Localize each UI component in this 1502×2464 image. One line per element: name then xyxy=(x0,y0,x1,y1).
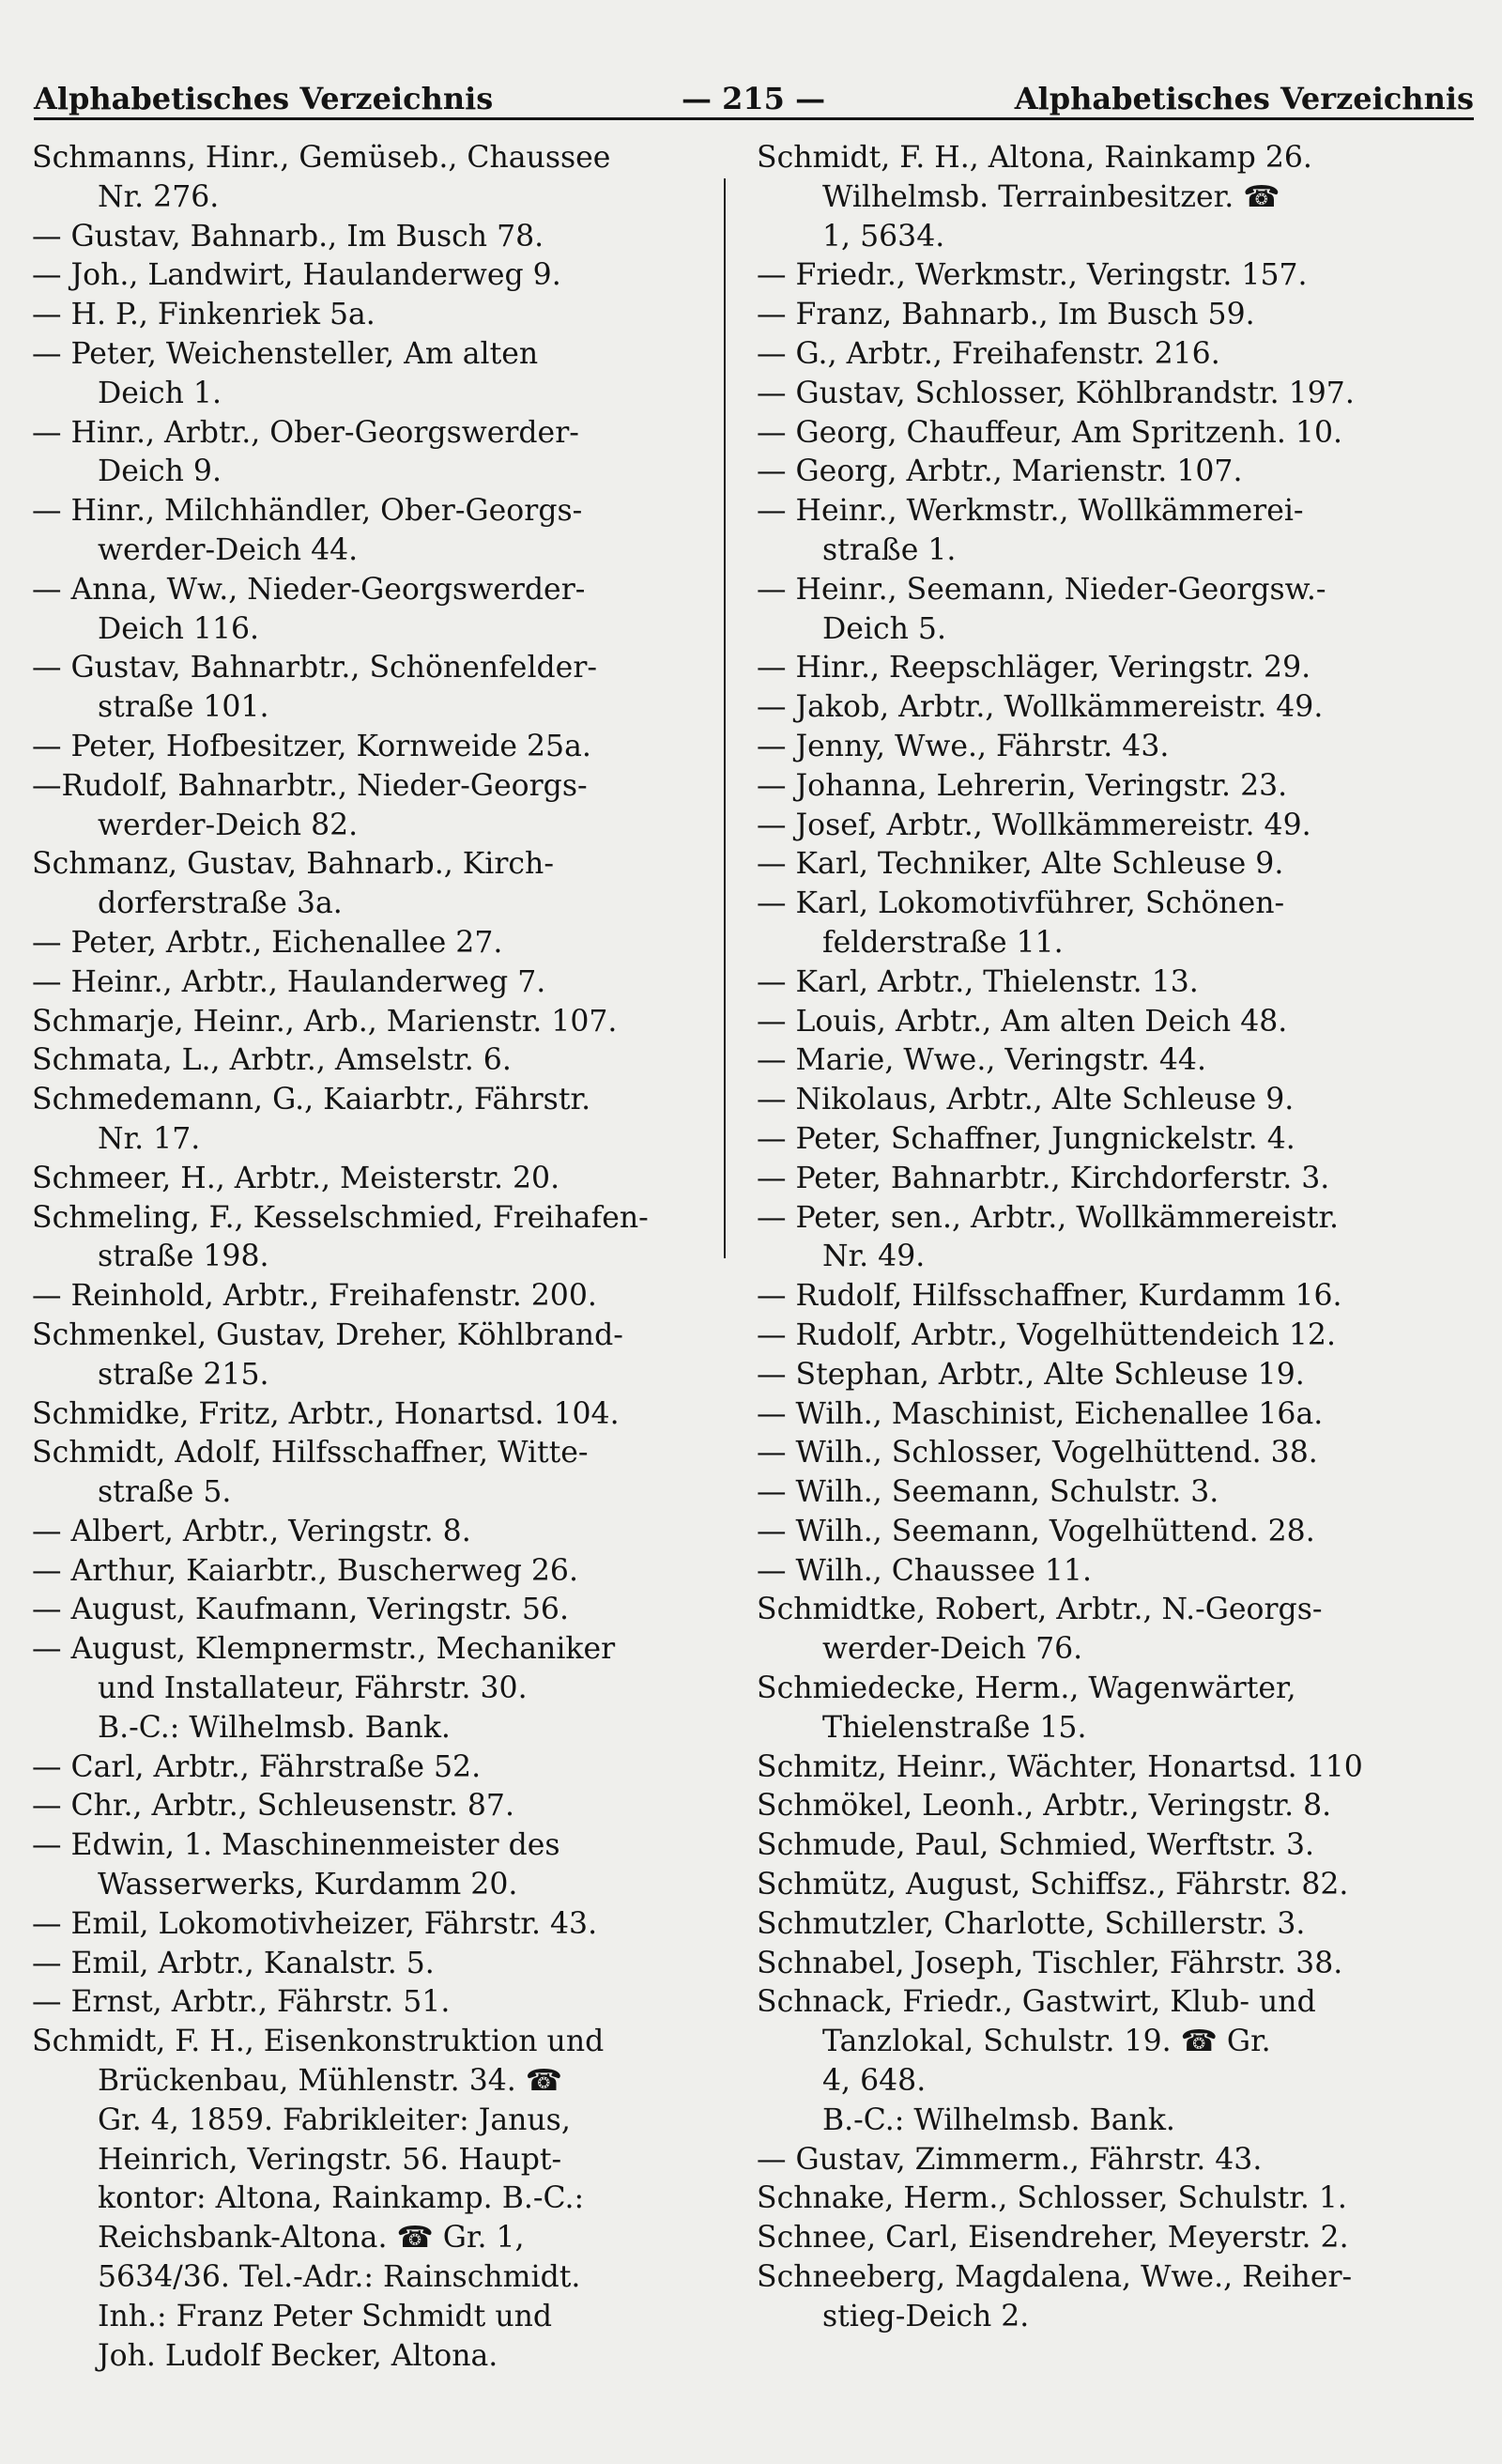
entry-continuation-line: kontor: Altona, Rainkamp. B.-C.: xyxy=(98,2181,585,2216)
entry-first-line: — Hinr., Reepschläger, Veringstr. 29. xyxy=(757,651,1311,685)
entry-first-line: Schmutzler, Charlotte, Schillerstr. 3. xyxy=(757,1906,1306,1941)
directory-entry xyxy=(32,649,700,728)
directory-entry xyxy=(757,767,1436,807)
entry-continuation-line: Wasserwerks, Kurdamm 20. xyxy=(98,1868,518,1902)
directory-entry xyxy=(757,1513,1436,1552)
directory-entry xyxy=(32,1787,700,1826)
column-divider xyxy=(724,178,726,1258)
directory-entry xyxy=(32,963,700,1003)
right-column xyxy=(757,139,1436,2337)
entry-continuation-line: Deich 1. xyxy=(98,376,222,410)
left-column xyxy=(32,139,700,2376)
entry-first-line: Schmanz, Gustav, Bahnarb., Kirch- xyxy=(32,847,554,882)
page-number: — 215 — xyxy=(682,81,826,116)
directory-entry xyxy=(32,1317,700,1395)
entry-continuation-line: straße 5. xyxy=(98,1475,232,1510)
entry-continuation-line: Gr. 4, 1859. Fabrikleiter: Janus, xyxy=(98,2102,571,2137)
entry-first-line: — Peter, sen., Arbtr., Wollkämmereistr. xyxy=(757,1200,1340,1235)
directory-entry xyxy=(757,571,1436,650)
directory-entry xyxy=(757,256,1436,296)
directory-entry xyxy=(32,1003,700,1042)
directory-entry xyxy=(757,453,1436,492)
entry-continuation-line: Inh.: Franz Peter Schmidt und xyxy=(98,2299,553,2333)
directory-entry xyxy=(32,1630,700,1748)
entry-continuation-line: straße 215. xyxy=(98,1357,269,1392)
directory-entry xyxy=(757,1787,1436,1826)
directory-entry xyxy=(757,1199,1436,1278)
directory-entry xyxy=(32,1945,700,1984)
entry-first-line: — Marie, Wwe., Veringstr. 44. xyxy=(757,1043,1206,1078)
entry-first-line: — Joh., Landwirt, Haulanderweg 9. xyxy=(32,258,561,293)
entry-continuation-line: Nr. 49. xyxy=(822,1240,926,1274)
directory-entry xyxy=(757,2179,1436,2219)
entry-first-line: Schmenkel, Gustav, Dreher, Köhlbrand- xyxy=(32,1317,623,1352)
entry-first-line: — Jakob, Arbtr., Wollkämmereistr. 49. xyxy=(757,690,1324,725)
entry-first-line: — Gustav, Bahnarb., Im Busch 78. xyxy=(32,219,544,254)
entry-first-line: — Josef, Arbtr., Wollkämmereistr. 49. xyxy=(757,808,1311,842)
entry-continuation-line: Joh. Ludolf Becker, Altona. xyxy=(98,2338,498,2373)
directory-entry xyxy=(32,1552,700,1592)
directory-entry xyxy=(757,688,1436,728)
directory-entry xyxy=(32,1513,700,1552)
entry-first-line: Schnabel, Joseph, Tischler, Fährstr. 38. xyxy=(757,1946,1343,1980)
entry-continuation-line: Deich 5. xyxy=(822,611,946,646)
entry-first-line: — Carl, Arbtr., Fährstraße 52. xyxy=(32,1749,482,1784)
directory-entry xyxy=(757,1120,1436,1160)
directory-entry xyxy=(757,335,1436,375)
directory-entry xyxy=(757,1160,1436,1199)
entry-first-line: Schmude, Paul, Schmied, Werftstr. 3. xyxy=(757,1828,1315,1863)
directory-entry xyxy=(757,296,1436,335)
entry-continuation-line: 4, 648. xyxy=(822,2064,927,2099)
directory-entry xyxy=(32,1199,700,1278)
entry-first-line: — Heinr., Seemann, Nieder-Georgsw.- xyxy=(757,572,1326,607)
entry-first-line: — Peter, Bahnarbtr., Kirchdorferstr. 3. xyxy=(757,1161,1330,1195)
entry-first-line: — Friedr., Werkmstr., Veringstr. 157. xyxy=(757,258,1308,293)
directory-entry xyxy=(32,1395,700,1435)
entry-first-line: — Johanna, Lehrerin, Veringstr. 23. xyxy=(757,768,1288,803)
directory-entry xyxy=(757,414,1436,454)
entry-first-line: — Arthur, Kaiarbtr., Buscherweg 26. xyxy=(32,1553,578,1588)
directory-entry xyxy=(757,1945,1436,1984)
entry-first-line: — Wilh., Seemann, Schulstr. 3. xyxy=(757,1475,1219,1510)
page-header xyxy=(34,73,1474,120)
entry-first-line: — Karl, Techniker, Alte Schleuse 9. xyxy=(757,847,1284,882)
directory-entry xyxy=(757,1748,1436,1788)
entry-first-line: —Rudolf, Bahnarbtr., Nieder-Georgs- xyxy=(32,768,588,803)
directory-entry xyxy=(757,1277,1436,1317)
directory-entry xyxy=(32,1277,700,1317)
entry-continuation-line: Nr. 17. xyxy=(98,1121,201,1156)
directory-entry xyxy=(757,139,1436,256)
directory-entry xyxy=(32,1591,700,1630)
directory-entry xyxy=(757,845,1436,885)
directory-entry xyxy=(32,218,700,257)
entry-first-line: — Peter, Schaffner, Jungnickelstr. 4. xyxy=(757,1121,1295,1156)
entry-first-line: — Ernst, Arbtr., Fährstr. 51. xyxy=(32,1985,451,2020)
entry-continuation-line: B.-C.: Wilhelmsb. Bank. xyxy=(98,1710,451,1745)
entry-first-line: — Heinr., Arbtr., Haulanderweg 7. xyxy=(32,964,546,999)
entry-first-line: — Albert, Arbtr., Veringstr. 8. xyxy=(32,1514,471,1548)
directory-entry xyxy=(32,1434,700,1513)
directory-entry xyxy=(32,2023,700,2376)
entry-continuation-line: Deich 116. xyxy=(98,611,260,646)
entry-first-line: — Franz, Bahnarb., Im Busch 59. xyxy=(757,298,1255,332)
entry-first-line: Schnee, Carl, Eisendreher, Meyerstr. 2. xyxy=(757,2221,1349,2256)
directory-entry xyxy=(757,807,1436,846)
entry-first-line: Schmanns, Hinr., Gemüseb., Chaussee xyxy=(32,141,611,175)
entry-first-line: — G., Arbtr., Freihafenstr. 216. xyxy=(757,336,1220,371)
entry-first-line: Schmidke, Fritz, Arbtr., Honartsd. 104. xyxy=(32,1396,620,1431)
entry-continuation-line: Tanzlokal, Schulstr. 19. ☎ Gr. xyxy=(822,2025,1271,2059)
entry-first-line: — Louis, Arbtr., Am alten Deich 48. xyxy=(757,1004,1288,1039)
directory-entry xyxy=(757,1356,1436,1395)
entry-first-line: Schmitz, Heinr., Wächter, Honartsd. 110 xyxy=(757,1749,1363,1784)
directory-entry xyxy=(757,1003,1436,1042)
directory-entry xyxy=(32,1160,700,1199)
directory-entry xyxy=(757,885,1436,963)
directory-entry xyxy=(32,1748,700,1788)
entry-continuation-line: werder-Deich 44. xyxy=(98,532,359,567)
entry-first-line: — Edwin, 1. Maschinenmeister des xyxy=(32,1828,560,1863)
entry-first-line: — Georg, Arbtr., Marienstr. 107. xyxy=(757,454,1243,489)
entry-continuation-line: Heinrich, Veringstr. 56. Haupt- xyxy=(98,2142,562,2177)
directory-entry xyxy=(757,963,1436,1003)
directory-entry xyxy=(757,1670,1436,1748)
entry-first-line: — Wilh., Chaussee 11. xyxy=(757,1553,1092,1588)
entry-continuation-line: Reichsbank-Altona. ☎ Gr. 1, xyxy=(98,2221,525,2256)
header-rule xyxy=(34,117,1474,120)
directory-entry xyxy=(32,924,700,963)
entry-first-line: — Karl, Arbtr., Thielenstr. 13. xyxy=(757,964,1199,999)
entry-continuation-line: und Installateur, Fährstr. 30. xyxy=(98,1671,528,1706)
entry-first-line: — Gustav, Bahnarbtr., Schönenfelder- xyxy=(32,651,598,685)
directory-entry xyxy=(757,492,1436,571)
entry-first-line: Schmeling, F., Kesselschmied, Freihafen- xyxy=(32,1200,649,1235)
directory-entry xyxy=(32,414,700,493)
entry-continuation-line: straße 101. xyxy=(98,690,269,725)
directory-entry xyxy=(32,728,700,767)
directory-entry xyxy=(757,1826,1436,1866)
directory-entry xyxy=(757,2141,1436,2180)
directory-entry xyxy=(757,1041,1436,1081)
entry-first-line: — Hinr., Arbtr., Ober-Georgswerder- xyxy=(32,415,579,450)
directory-entry xyxy=(32,1826,700,1905)
entry-first-line: Schnake, Herm., Schlosser, Schulstr. 1. xyxy=(757,2181,1347,2216)
directory-entry xyxy=(757,1866,1436,1905)
entry-first-line: — Gustav, Schlosser, Köhlbrandstr. 197. xyxy=(757,376,1355,410)
directory-entry xyxy=(757,728,1436,767)
directory-entry xyxy=(757,1905,1436,1945)
entry-first-line: — Stephan, Arbtr., Alte Schleuse 19. xyxy=(757,1357,1305,1392)
entry-first-line: — Gustav, Zimmerm., Fährstr. 43. xyxy=(757,2142,1263,2177)
entry-first-line: — August, Kaufmann, Veringstr. 56. xyxy=(32,1593,569,1627)
entry-continuation-line: 1, 5634. xyxy=(822,219,945,254)
entry-first-line: Schmarje, Heinr., Arb., Marienstr. 107. xyxy=(32,1004,618,1039)
entry-continuation-line: straße 198. xyxy=(98,1240,269,1274)
entry-continuation-line: 5634/36. Tel.-Adr.: Rainschmidt. xyxy=(98,2260,581,2295)
directory-entry xyxy=(32,1983,700,2023)
entry-first-line: — Karl, Lokomotivführer, Schönen- xyxy=(757,886,1285,921)
directory-entry xyxy=(757,1473,1436,1513)
entry-first-line: — Rudolf, Arbtr., Vogelhüttendeich 12. xyxy=(757,1317,1336,1352)
entry-first-line: — Peter, Arbtr., Eichenallee 27. xyxy=(32,925,503,960)
directory-entry xyxy=(32,845,700,924)
entry-continuation-line: Nr. 276. xyxy=(98,179,220,214)
entry-continuation-line: straße 1. xyxy=(822,532,957,567)
directory-entry xyxy=(32,1041,700,1081)
entry-first-line: — Wilh., Maschinist, Eichenallee 16a. xyxy=(757,1396,1324,1431)
entry-first-line: — H. P., Finkenriek 5a. xyxy=(32,298,376,332)
directory-entry xyxy=(32,571,700,650)
entry-first-line: — Wilh., Seemann, Vogelhüttend. 28. xyxy=(757,1514,1315,1548)
entry-first-line: Schmidtke, Robert, Arbtr., N.-Georgs- xyxy=(757,1593,1323,1627)
entry-first-line: — Rudolf, Hilfsschaffner, Kurdamm 16. xyxy=(757,1279,1342,1314)
entry-first-line: Schmata, L., Arbtr., Amselstr. 6. xyxy=(32,1043,512,1078)
entry-continuation-line: werder-Deich 76. xyxy=(822,1632,1083,1667)
directory-entry xyxy=(757,375,1436,414)
entry-first-line: — Emil, Lokomotivheizer, Fährstr. 43. xyxy=(32,1906,598,1941)
entry-first-line: — Jenny, Wwe., Fährstr. 43. xyxy=(757,729,1170,763)
entry-continuation-line: Thielenstraße 15. xyxy=(822,1710,1087,1745)
entry-first-line: Schmökel, Leonh., Arbtr., Veringstr. 8. xyxy=(757,1789,1332,1824)
entry-continuation-line: dorferstraße 3a. xyxy=(98,886,343,921)
entry-continuation-line: werder-Deich 82. xyxy=(98,808,359,842)
directory-entry xyxy=(757,1317,1436,1356)
entry-first-line: Schnack, Friedr., Gastwirt, Klub- und xyxy=(757,1985,1316,2020)
directory-entry xyxy=(32,767,700,846)
entry-first-line: — Nikolaus, Arbtr., Alte Schleuse 9. xyxy=(757,1083,1295,1117)
entry-first-line: — Heinr., Werkmstr., Wollkämmerei- xyxy=(757,494,1304,529)
entry-first-line: Schmidt, F. H., Eisenkonstruktion und xyxy=(32,2025,605,2059)
directory-entry xyxy=(757,2219,1436,2258)
entry-continuation-line: B.-C.: Wilhelmsb. Bank. xyxy=(822,2102,1175,2137)
entry-first-line: — Emil, Arbtr., Kanalstr. 5. xyxy=(32,1946,435,1980)
directory-entry xyxy=(32,1905,700,1945)
entry-first-line: Schmütz, August, Schiffsz., Fährstr. 82. xyxy=(757,1868,1349,1902)
entry-first-line: — August, Klempnermstr., Mechaniker xyxy=(32,1632,616,1667)
entry-continuation-line: Wilhelmsb. Terrainbesitzer. ☎ xyxy=(822,179,1280,214)
directory-entry xyxy=(32,296,700,335)
entry-first-line: Schmidt, Adolf, Hilfsschaffner, Witte- xyxy=(32,1436,589,1471)
entry-continuation-line: Deich 9. xyxy=(98,454,222,489)
directory-entry xyxy=(757,1591,1436,1670)
directory-entry xyxy=(757,1395,1436,1435)
header-right-title: Alphabetisches Verzeichnis xyxy=(1014,81,1474,116)
directory-entry xyxy=(757,1552,1436,1592)
directory-entry xyxy=(32,256,700,296)
entry-first-line: Schmeer, H., Arbtr., Meisterstr. 20. xyxy=(32,1161,560,1195)
entry-first-line: — Peter, Weichensteller, Am alten xyxy=(32,336,539,371)
entry-first-line: Schneeberg, Magdalena, Wwe., Reiher- xyxy=(757,2260,1353,2295)
directory-entry xyxy=(757,1081,1436,1120)
entry-first-line: — Georg, Chauffeur, Am Spritzenh. 10. xyxy=(757,415,1343,450)
entry-continuation-line: felderstraße 11. xyxy=(822,925,1064,960)
entry-first-line: Schmidt, F. H., Altona, Rainkamp 26. xyxy=(757,141,1312,175)
entry-first-line: Schmiedecke, Herm., Wagenwärter, xyxy=(757,1671,1296,1706)
entry-first-line: — Anna, Ww., Nieder-Georgswerder- xyxy=(32,572,586,607)
entry-first-line: — Chr., Arbtr., Schleusenstr. 87. xyxy=(32,1789,514,1824)
entry-first-line: — Hinr., Milchhändler, Ober-Georgs- xyxy=(32,494,583,529)
entry-first-line: — Reinhold, Arbtr., Freihafenstr. 200. xyxy=(32,1279,597,1314)
entry-first-line: — Wilh., Schlosser, Vogelhüttend. 38. xyxy=(757,1436,1318,1471)
directory-entry xyxy=(32,492,700,571)
directory-entry xyxy=(32,1081,700,1160)
directory-entry xyxy=(32,139,700,218)
entry-continuation-line: Brückenbau, Mühlenstr. 34. ☎ xyxy=(98,2064,563,2099)
directory-entry xyxy=(32,335,700,414)
entry-continuation-line: stieg-Deich 2. xyxy=(822,2299,1030,2333)
directory-entry xyxy=(757,2258,1436,2337)
header-left-title: Alphabetisches Verzeichnis xyxy=(34,81,494,116)
directory-entry xyxy=(757,1983,1436,2140)
entry-first-line: — Peter, Hofbesitzer, Kornweide 25a. xyxy=(32,729,591,763)
entry-first-line: Schmedemann, G., Kaiarbtr., Fährstr. xyxy=(32,1083,591,1117)
directory-entry xyxy=(757,649,1436,688)
directory-entry xyxy=(757,1434,1436,1473)
